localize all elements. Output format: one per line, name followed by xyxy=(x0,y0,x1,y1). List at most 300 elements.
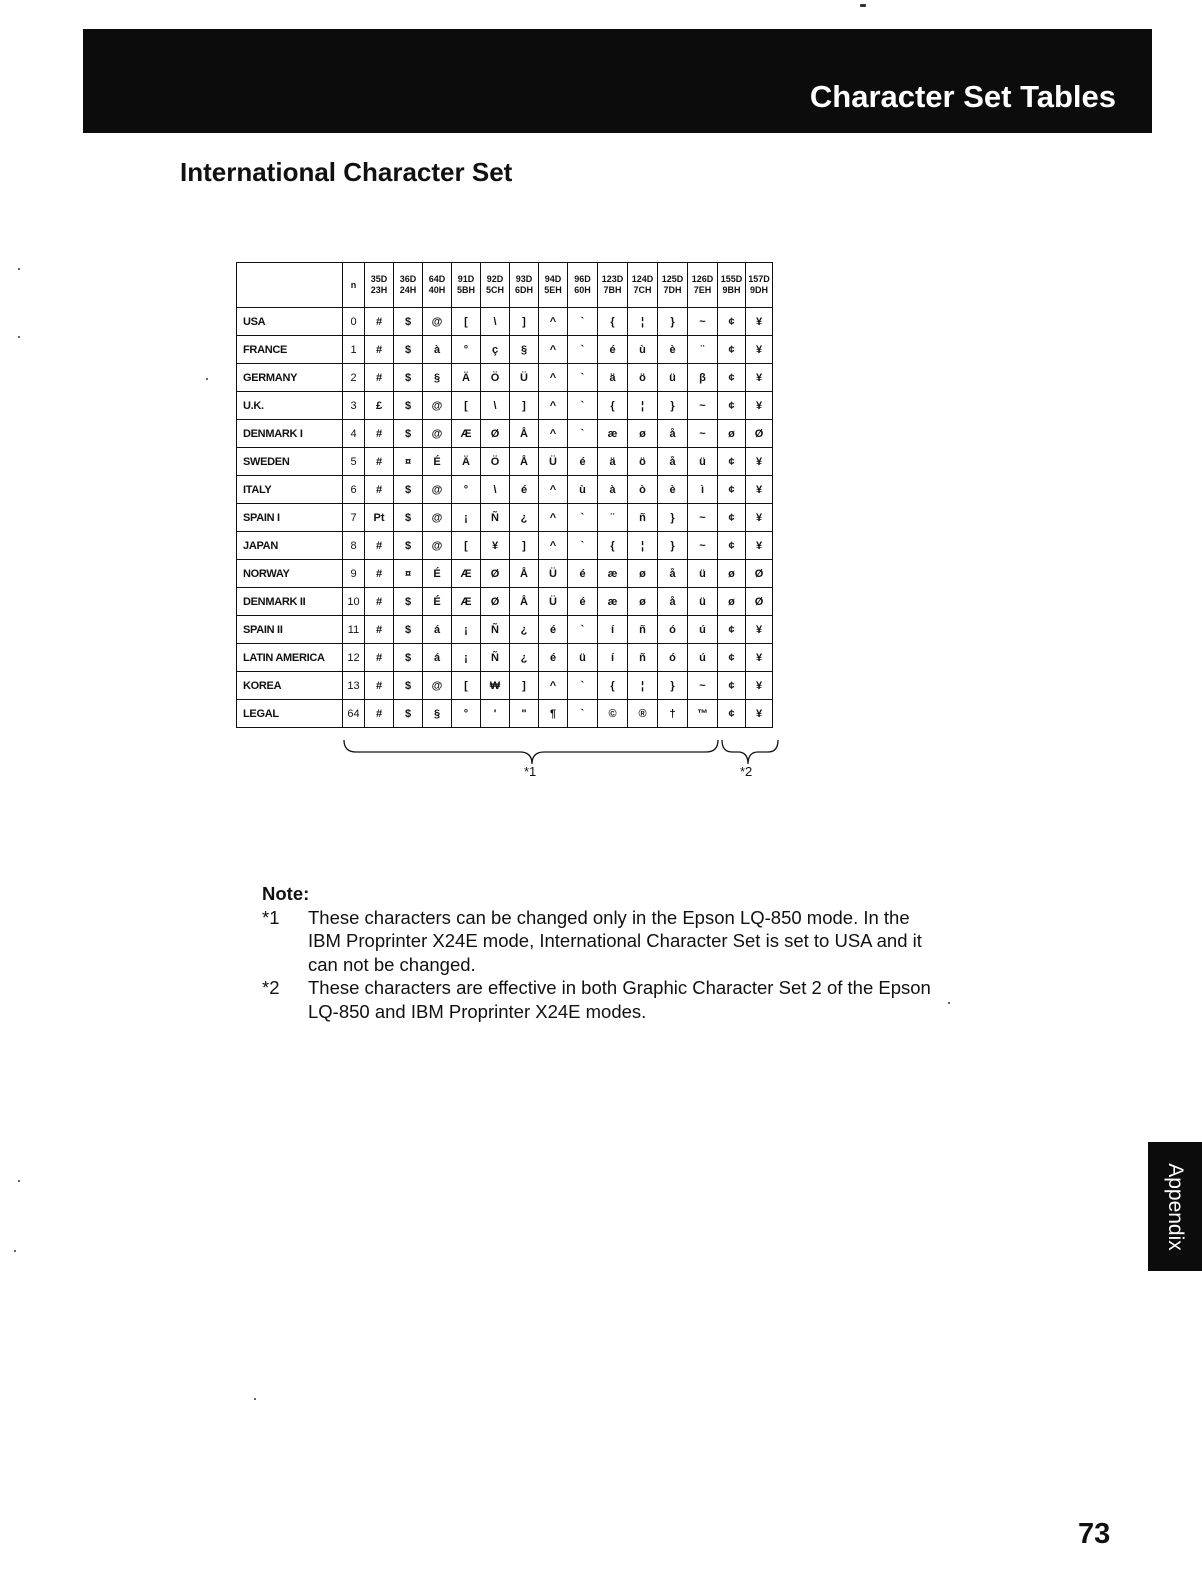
character-cell: ] xyxy=(510,532,539,560)
character-cell: è xyxy=(658,476,688,504)
character-cell: # xyxy=(365,588,394,616)
character-cell: # xyxy=(365,672,394,700)
character-cell: ^ xyxy=(539,476,568,504)
character-cell: ¢ xyxy=(718,700,746,728)
character-cell: ä xyxy=(598,364,628,392)
character-cell: ¥ xyxy=(746,700,773,728)
scan-speck xyxy=(18,268,20,270)
character-cell: í xyxy=(598,616,628,644)
character-cell: Ö xyxy=(481,364,510,392)
character-cell: ü xyxy=(688,588,718,616)
table-row xyxy=(237,532,773,560)
character-cell: [ xyxy=(452,308,481,336)
character-cell: Ø xyxy=(746,588,773,616)
table-row xyxy=(237,364,773,392)
character-cell: ` xyxy=(568,392,598,420)
character-cell: $ xyxy=(394,700,423,728)
character-cell: ] xyxy=(510,392,539,420)
column-header-decimal: 123D xyxy=(601,274,624,284)
column-header xyxy=(452,263,481,308)
scan-speck xyxy=(14,1250,16,1252)
character-cell: [ xyxy=(452,392,481,420)
column-header-decimal: 126D xyxy=(691,274,714,284)
page-header-title: Character Set Tables xyxy=(809,79,1116,114)
character-cell: ₩ xyxy=(481,672,510,700)
character-cell: # xyxy=(365,448,394,476)
character-cell: ø xyxy=(718,588,746,616)
n-cell: 64 xyxy=(343,700,365,728)
table-row xyxy=(237,308,773,336)
character-cell: @ xyxy=(423,392,452,420)
column-header-decimal: 92D xyxy=(486,274,504,284)
character-cell: Ø xyxy=(746,420,773,448)
scan-speck xyxy=(18,336,20,338)
character-cell: ¡ xyxy=(452,504,481,532)
n-cell: 1 xyxy=(343,336,365,364)
character-cell: Ñ xyxy=(481,644,510,672)
column-header-decimal: 155D xyxy=(720,274,743,284)
character-cell: Ä xyxy=(452,364,481,392)
appendix-side-tab xyxy=(1148,1142,1202,1271)
character-cell: # xyxy=(365,308,394,336)
page-number: 73 xyxy=(1078,1518,1111,1550)
column-header-hex: 24H xyxy=(399,285,417,295)
character-cell: ù xyxy=(568,476,598,504)
character-cell: ñ xyxy=(628,504,658,532)
scan-speck xyxy=(860,4,866,7)
country-cell: FRANCE xyxy=(237,336,343,364)
character-cell: ¤ xyxy=(394,448,423,476)
table-row xyxy=(237,700,773,728)
character-cell: ¢ xyxy=(718,504,746,532)
character-cell: Ü xyxy=(539,560,568,588)
character-cell: ¥ xyxy=(746,364,773,392)
character-cell: ø xyxy=(628,420,658,448)
character-cell: ø xyxy=(628,588,658,616)
column-header xyxy=(539,263,568,308)
character-cell: # xyxy=(365,532,394,560)
n-cell: 3 xyxy=(343,392,365,420)
character-cell: @ xyxy=(423,504,452,532)
character-cell: ¥ xyxy=(746,476,773,504)
column-header-hex: 5BH xyxy=(456,285,475,295)
column-header-hex: 7CH xyxy=(633,285,652,295)
character-cell: Ñ xyxy=(481,504,510,532)
table-row xyxy=(237,644,773,672)
character-cell: ¢ xyxy=(718,672,746,700)
character-cell: ¢ xyxy=(718,364,746,392)
side-tab-label: Appendix xyxy=(1164,1162,1187,1251)
character-cell: ° xyxy=(452,336,481,364)
country-cell: U.K. xyxy=(237,392,343,420)
character-cell: @ xyxy=(423,420,452,448)
character-cell: $ xyxy=(394,672,423,700)
column-header xyxy=(598,263,628,308)
character-cell: ñ xyxy=(628,616,658,644)
character-cell: å xyxy=(658,560,688,588)
character-cell: ` xyxy=(568,672,598,700)
table-corner-cell xyxy=(237,263,343,308)
character-cell: Æ xyxy=(452,588,481,616)
character-cell: { xyxy=(598,672,628,700)
character-cell: ö xyxy=(628,364,658,392)
table-row xyxy=(237,588,773,616)
column-header xyxy=(481,263,510,308)
column-header-decimal: 96D xyxy=(574,274,591,284)
character-cell: ^ xyxy=(539,672,568,700)
note-item xyxy=(262,906,942,977)
column-header xyxy=(688,263,718,308)
character-cell: é xyxy=(568,560,598,588)
character-cell: ¿ xyxy=(510,504,539,532)
column-header-hex: 9DH xyxy=(749,285,768,295)
character-cell: # xyxy=(365,476,394,504)
character-cell: $ xyxy=(394,644,423,672)
character-cell: # xyxy=(365,644,394,672)
character-cell: ¡ xyxy=(452,616,481,644)
character-cell: ø xyxy=(628,560,658,588)
character-cell: ~ xyxy=(688,532,718,560)
column-header-hex: 6DH xyxy=(514,285,533,295)
character-cell: ¢ xyxy=(718,308,746,336)
note-text: These characters are effective in both Graphic Character Set 2 of the Epson LQ-850 and IBM Proprinter X24E modes. xyxy=(308,977,931,1022)
column-header xyxy=(658,263,688,308)
column-header-hex: 9BH xyxy=(722,285,741,295)
character-cell: $ xyxy=(394,420,423,448)
column-header xyxy=(394,263,423,308)
character-cell: @ xyxy=(423,532,452,560)
column-header-decimal: 35D xyxy=(370,274,388,284)
n-cell: 9 xyxy=(343,560,365,588)
column-header xyxy=(423,263,452,308)
character-cell: β xyxy=(688,364,718,392)
n-cell: 11 xyxy=(343,616,365,644)
column-header-decimal: 93D xyxy=(515,274,533,284)
character-cell: † xyxy=(658,700,688,728)
country-cell: JAPAN xyxy=(237,532,343,560)
character-cell: é xyxy=(568,588,598,616)
character-cell: ~ xyxy=(688,504,718,532)
character-cell: @ xyxy=(423,476,452,504)
character-cell: ¥ xyxy=(746,616,773,644)
character-cell: \ xyxy=(481,308,510,336)
character-cell: # xyxy=(365,364,394,392)
character-cell: $ xyxy=(394,336,423,364)
character-cell: è xyxy=(658,336,688,364)
character-cell: ¢ xyxy=(718,532,746,560)
character-cell: ~ xyxy=(688,392,718,420)
character-cell: \ xyxy=(481,476,510,504)
character-cell: ' xyxy=(481,700,510,728)
character-cell: æ xyxy=(598,588,628,616)
column-header-decimal: 36D xyxy=(399,274,417,284)
column-header-hex: 60H xyxy=(574,285,591,295)
character-cell: ø xyxy=(718,560,746,588)
scan-speck xyxy=(18,1180,20,1182)
character-cell: é xyxy=(510,476,539,504)
character-cell: Å xyxy=(510,420,539,448)
character-cell: Pt xyxy=(365,504,394,532)
character-cell: ü xyxy=(568,644,598,672)
character-cell: $ xyxy=(394,308,423,336)
character-cell: à xyxy=(423,336,452,364)
n-cell: 0 xyxy=(343,308,365,336)
column-header xyxy=(568,263,598,308)
character-cell: ¶ xyxy=(539,700,568,728)
character-cell: ¢ xyxy=(718,644,746,672)
table-row xyxy=(237,392,773,420)
character-cell: # xyxy=(365,420,394,448)
character-cell: ¥ xyxy=(746,532,773,560)
character-cell: í xyxy=(598,644,628,672)
table-row xyxy=(237,476,773,504)
character-cell: ° xyxy=(452,700,481,728)
character-cell: § xyxy=(423,364,452,392)
column-header xyxy=(718,263,746,308)
country-cell: ITALY xyxy=(237,476,343,504)
character-cell: å xyxy=(658,420,688,448)
character-cell: ° xyxy=(452,476,481,504)
country-cell: KOREA xyxy=(237,672,343,700)
character-cell: ó xyxy=(658,616,688,644)
character-cell: É xyxy=(423,560,452,588)
column-header-hex: 40H xyxy=(428,285,446,295)
character-cell: ü xyxy=(688,448,718,476)
column-header-decimal: 125D xyxy=(661,274,684,284)
character-cell: Ø xyxy=(481,588,510,616)
character-set-table xyxy=(236,262,773,728)
character-cell: ¦ xyxy=(628,532,658,560)
character-cell: ¦ xyxy=(628,672,658,700)
character-cell: ¢ xyxy=(718,336,746,364)
n-cell: 10 xyxy=(343,588,365,616)
character-cell: Å xyxy=(510,560,539,588)
character-cell: Ü xyxy=(510,364,539,392)
character-cell: { xyxy=(598,392,628,420)
character-cell: ò xyxy=(628,476,658,504)
character-cell: ¢ xyxy=(718,476,746,504)
table-row xyxy=(237,504,773,532)
character-cell: ` xyxy=(568,364,598,392)
column-header-decimal: 157D xyxy=(748,274,770,284)
n-cell: 7 xyxy=(343,504,365,532)
column-header xyxy=(746,263,773,308)
n-cell: 4 xyxy=(343,420,365,448)
character-cell: ¨ xyxy=(598,504,628,532)
character-cell: ù xyxy=(628,336,658,364)
character-cell: Ö xyxy=(481,448,510,476)
character-cell: ¢ xyxy=(718,448,746,476)
character-cell: Ä xyxy=(452,448,481,476)
footnote-ref-2: *2 xyxy=(740,764,753,779)
character-cell: $ xyxy=(394,504,423,532)
table-row xyxy=(237,420,773,448)
column-header-decimal: 124D xyxy=(631,274,654,284)
character-cell: # xyxy=(365,560,394,588)
character-cell: Ñ xyxy=(481,616,510,644)
character-cell: } xyxy=(658,672,688,700)
character-cell: [ xyxy=(452,532,481,560)
character-cell: ® xyxy=(628,700,658,728)
character-cell: á xyxy=(423,644,452,672)
n-cell: 12 xyxy=(343,644,365,672)
note-mark: *2 xyxy=(262,977,280,998)
character-cell: ^ xyxy=(539,336,568,364)
table-row xyxy=(237,448,773,476)
column-header-hex: 5CH xyxy=(485,285,504,295)
character-cell: æ xyxy=(598,560,628,588)
character-cell: ^ xyxy=(539,532,568,560)
column-header-decimal: 64D xyxy=(428,274,446,284)
character-cell: ¥ xyxy=(746,672,773,700)
column-header-decimal: 94D xyxy=(544,274,562,284)
character-cell: { xyxy=(598,308,628,336)
character-cell: ` xyxy=(568,700,598,728)
character-cell: à xyxy=(598,476,628,504)
column-header xyxy=(365,263,394,308)
character-cell: $ xyxy=(394,392,423,420)
footnote-ref-1: *1 xyxy=(524,764,537,779)
character-cell: ¥ xyxy=(481,532,510,560)
character-cell: Ø xyxy=(481,420,510,448)
country-cell: USA xyxy=(237,308,343,336)
character-cell: ¡ xyxy=(452,644,481,672)
character-cell: Æ xyxy=(452,560,481,588)
character-cell: Ø xyxy=(746,560,773,588)
character-cell: ` xyxy=(568,308,598,336)
country-cell: GERMANY xyxy=(237,364,343,392)
character-cell: ^ xyxy=(539,392,568,420)
character-cell: é xyxy=(539,644,568,672)
character-cell: ¥ xyxy=(746,504,773,532)
n-cell: 13 xyxy=(343,672,365,700)
character-cell: é xyxy=(539,616,568,644)
character-cell: # xyxy=(365,700,394,728)
character-cell: ¿ xyxy=(510,644,539,672)
character-cell: $ xyxy=(394,364,423,392)
country-cell: LEGAL xyxy=(237,700,343,728)
character-cell: } xyxy=(658,532,688,560)
character-cell: ~ xyxy=(688,308,718,336)
character-cell: é xyxy=(598,336,628,364)
character-cell: ] xyxy=(510,672,539,700)
character-cell: Å xyxy=(510,588,539,616)
character-cell: ^ xyxy=(539,308,568,336)
column-header-hex: 7BH xyxy=(603,285,622,295)
character-cell: } xyxy=(658,392,688,420)
character-cell: ` xyxy=(568,420,598,448)
country-cell: SPAIN I xyxy=(237,504,343,532)
character-cell: ¥ xyxy=(746,336,773,364)
character-cell: ~ xyxy=(688,672,718,700)
character-cell: ¤ xyxy=(394,560,423,588)
character-cell: $ xyxy=(394,532,423,560)
note-mark: *1 xyxy=(262,906,280,928)
character-cell: [ xyxy=(452,672,481,700)
character-cell: ü xyxy=(658,364,688,392)
country-cell: NORWAY xyxy=(237,560,343,588)
table-row xyxy=(237,672,773,700)
column-header xyxy=(510,263,539,308)
character-cell: Ü xyxy=(539,588,568,616)
character-cell: \ xyxy=(481,392,510,420)
character-cell: É xyxy=(423,448,452,476)
character-cell: @ xyxy=(423,672,452,700)
character-cell: { xyxy=(598,532,628,560)
table-row xyxy=(237,336,773,364)
character-cell: ` xyxy=(568,504,598,532)
footnote-braces xyxy=(340,738,782,768)
country-cell: SWEDEN xyxy=(237,448,343,476)
column-header xyxy=(343,263,365,308)
table-row xyxy=(237,616,773,644)
n-cell: 8 xyxy=(343,532,365,560)
character-cell: ¥ xyxy=(746,644,773,672)
column-header xyxy=(628,263,658,308)
character-cell: É xyxy=(423,588,452,616)
note-text: These characters can be changed only in the Epson LQ-850 mode. In the IBM Proprinter X24E mode, International Character Set is set to USA and it can not be changed. xyxy=(308,906,922,975)
table-header-row xyxy=(237,263,773,308)
character-cell: ú xyxy=(688,616,718,644)
n-cell: 6 xyxy=(343,476,365,504)
country-cell: SPAIN II xyxy=(237,616,343,644)
character-cell: ` xyxy=(568,532,598,560)
scan-speck xyxy=(254,1398,256,1400)
character-cell: " xyxy=(510,700,539,728)
character-cell: ø xyxy=(718,420,746,448)
character-cell: } xyxy=(658,308,688,336)
character-cell: ] xyxy=(510,308,539,336)
character-cell: ä xyxy=(598,448,628,476)
character-cell: é xyxy=(568,448,598,476)
column-header-hex: 7EH xyxy=(693,285,712,295)
character-cell: ¢ xyxy=(718,616,746,644)
character-cell: æ xyxy=(598,420,628,448)
character-cell: ^ xyxy=(539,420,568,448)
character-cell: ~ xyxy=(688,420,718,448)
character-cell: ö xyxy=(628,448,658,476)
character-cell: ç xyxy=(481,336,510,364)
section-title: International Character Set xyxy=(180,157,513,187)
column-header-hex: 23H xyxy=(370,285,388,295)
country-cell: DENMARK II xyxy=(237,588,343,616)
character-cell: Æ xyxy=(452,420,481,448)
country-cell: DENMARK I xyxy=(237,420,343,448)
n-cell: 5 xyxy=(343,448,365,476)
character-cell: @ xyxy=(423,308,452,336)
character-cell: # xyxy=(365,616,394,644)
character-cell: # xyxy=(365,336,394,364)
character-cell: å xyxy=(658,448,688,476)
n-cell: 2 xyxy=(343,364,365,392)
table-row xyxy=(237,560,773,588)
note-block xyxy=(262,882,942,1023)
character-cell: ü xyxy=(688,560,718,588)
character-cell: © xyxy=(598,700,628,728)
header-bar xyxy=(83,29,1152,133)
character-cell: å xyxy=(658,588,688,616)
character-cell: § xyxy=(510,336,539,364)
character-cell: ì xyxy=(688,476,718,504)
character-cell: ™ xyxy=(688,700,718,728)
character-cell: $ xyxy=(394,616,423,644)
character-cell: ñ xyxy=(628,644,658,672)
character-cell: ¥ xyxy=(746,448,773,476)
character-cell: $ xyxy=(394,476,423,504)
character-cell: ^ xyxy=(539,504,568,532)
country-cell: LATIN AMERICA xyxy=(237,644,343,672)
character-cell: ¦ xyxy=(628,308,658,336)
